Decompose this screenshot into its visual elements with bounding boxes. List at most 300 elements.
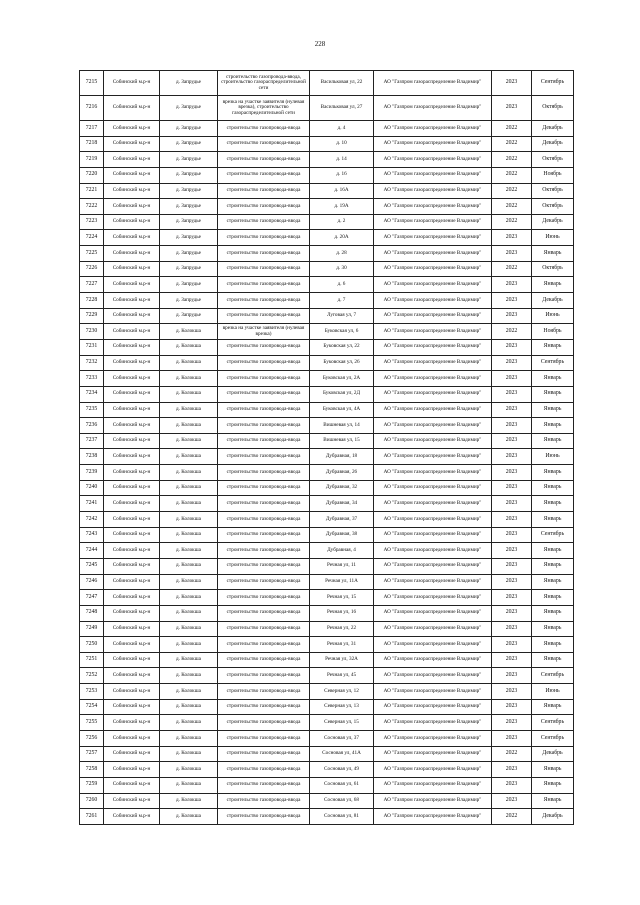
organization-cell: АО "Газпром газораспределение Владимир": [374, 308, 492, 324]
address-cell: Речная ул, 45: [310, 668, 374, 684]
table-row: [80, 214, 574, 230]
work-type-cell: строительство газопровода-ввода: [218, 277, 310, 293]
district-cell: Собинский м.р-н: [104, 715, 160, 731]
table-row: [80, 230, 574, 246]
row-number: 7252: [80, 668, 104, 684]
month-cell: Январь: [532, 480, 574, 496]
locality-cell: д. Колокша: [160, 637, 218, 653]
district-cell: Собинский м.р-н: [104, 762, 160, 778]
row-number: 7239: [80, 465, 104, 481]
locality-cell: д. Колокша: [160, 715, 218, 731]
year-cell: 2023: [492, 386, 532, 402]
organization-cell: АО "Газпром газораспределение Владимир": [374, 605, 492, 621]
month-cell: Июнь: [532, 230, 574, 246]
work-type-cell: строительство газопровода-ввода: [218, 496, 310, 512]
year-cell: 2022: [492, 809, 532, 825]
work-type-cell: строительство газопровода-ввода: [218, 293, 310, 309]
locality-cell: д. Колокша: [160, 418, 218, 434]
year-cell: 2022: [492, 746, 532, 762]
organization-cell: АО "Газпром газораспределение Владимир": [374, 449, 492, 465]
work-type-cell: строительство газопровода-ввода: [218, 574, 310, 590]
district-cell: Собинский м.р-н: [104, 449, 160, 465]
table-row: [80, 699, 574, 715]
organization-cell: АО "Газпром газораспределение Владимир": [374, 652, 492, 668]
district-cell: Собинский м.р-н: [104, 558, 160, 574]
locality-cell: д. Колокша: [160, 621, 218, 637]
district-cell: Собинский м.р-н: [104, 543, 160, 559]
year-cell: 2023: [492, 605, 532, 621]
district-cell: Собинский м.р-н: [104, 496, 160, 512]
table-row: [80, 558, 574, 574]
address-cell: д. 6: [310, 277, 374, 293]
month-cell: Январь: [532, 543, 574, 559]
month-cell: Декабрь: [532, 293, 574, 309]
month-cell: Сентябрь: [532, 730, 574, 746]
organization-cell: АО "Газпром газораспределение Владимир": [374, 715, 492, 731]
address-cell: Северная ул, 15: [310, 715, 374, 731]
gas-connection-table: [79, 70, 574, 825]
organization-cell: АО "Газпром газораспределение Владимир": [374, 668, 492, 684]
month-cell: Январь: [532, 371, 574, 387]
district-cell: Собинский м.р-н: [104, 418, 160, 434]
month-cell: Январь: [532, 465, 574, 481]
month-cell: Октябрь: [532, 152, 574, 168]
organization-cell: АО "Газпром газораспределение Владимир": [374, 684, 492, 700]
organization-cell: АО "Газпром газораспределение Владимир": [374, 558, 492, 574]
work-type-cell: строительство газопровода-ввода: [218, 152, 310, 168]
month-cell: Июнь: [532, 308, 574, 324]
year-cell: 2023: [492, 793, 532, 809]
address-cell: Речная ул, 31: [310, 637, 374, 653]
month-cell: Январь: [532, 777, 574, 793]
table-row: [80, 684, 574, 700]
address-cell: Буковская ул, 2Д: [310, 386, 374, 402]
locality-cell: д. Запрудье: [160, 152, 218, 168]
work-type-cell: строительство газопровода-ввода: [218, 214, 310, 230]
organization-cell: АО "Газпром газораспределение Владимир": [374, 777, 492, 793]
locality-cell: д. Колокша: [160, 543, 218, 559]
row-number: 7259: [80, 777, 104, 793]
work-type-cell: строительство газопровода-ввода: [218, 261, 310, 277]
row-number: 7228: [80, 293, 104, 309]
organization-cell: АО "Газпром газораспределение Владимир": [374, 167, 492, 183]
district-cell: Собинский м.р-н: [104, 637, 160, 653]
address-cell: Северная ул, 13: [310, 699, 374, 715]
year-cell: 2023: [492, 480, 532, 496]
locality-cell: д. Колокша: [160, 480, 218, 496]
work-type-cell: строительство газопровода-ввода: [218, 527, 310, 543]
table-row: [80, 496, 574, 512]
month-cell: Январь: [532, 496, 574, 512]
work-type-cell: строительство газопровода-ввода: [218, 339, 310, 355]
year-cell: 2023: [492, 715, 532, 731]
table-row: [80, 277, 574, 293]
month-cell: Январь: [532, 246, 574, 262]
row-number: 7232: [80, 355, 104, 371]
district-cell: Собинский м.р-н: [104, 308, 160, 324]
row-number: 7249: [80, 621, 104, 637]
table-row: [80, 308, 574, 324]
address-cell: Буковская ул, 26: [310, 355, 374, 371]
organization-cell: АО "Газпром газораспределение Владимир": [374, 762, 492, 778]
row-number: 7261: [80, 809, 104, 825]
month-cell: Январь: [532, 339, 574, 355]
row-number: 7250: [80, 637, 104, 653]
organization-cell: АО "Газпром газораспределение Владимир": [374, 293, 492, 309]
organization-cell: АО "Газпром газораспределение Владимир": [374, 71, 492, 96]
address-cell: Сосновая ул, 81: [310, 809, 374, 825]
year-cell: 2023: [492, 465, 532, 481]
row-number: 7253: [80, 684, 104, 700]
locality-cell: д. Колокша: [160, 339, 218, 355]
month-cell: Сентябрь: [532, 71, 574, 96]
organization-cell: АО "Газпром газораспределение Владимир": [374, 746, 492, 762]
table-row: [80, 96, 574, 121]
month-cell: Январь: [532, 699, 574, 715]
address-cell: Речная ул, 32А: [310, 652, 374, 668]
table-row: [80, 136, 574, 152]
row-number: 7248: [80, 605, 104, 621]
organization-cell: АО "Газпром газораспределение Владимир": [374, 230, 492, 246]
district-cell: Собинский м.р-н: [104, 605, 160, 621]
table-row: [80, 605, 574, 621]
organization-cell: АО "Газпром газораспределение Владимир": [374, 324, 492, 340]
table-row: [80, 339, 574, 355]
address-cell: Дубравная, 26: [310, 465, 374, 481]
locality-cell: д. Колокша: [160, 433, 218, 449]
year-cell: 2023: [492, 418, 532, 434]
table-row: [80, 199, 574, 215]
work-type-cell: строительство газопровода-ввода: [218, 199, 310, 215]
year-cell: 2023: [492, 668, 532, 684]
locality-cell: д. Колокша: [160, 699, 218, 715]
organization-cell: АО "Газпром газораспределение Владимир": [374, 480, 492, 496]
organization-cell: АО "Газпром газораспределение Владимир": [374, 418, 492, 434]
month-cell: Декабрь: [532, 136, 574, 152]
district-cell: Собинский м.р-н: [104, 621, 160, 637]
work-type-cell: врезка на участке заявителя (нулевая врезка): [218, 324, 310, 340]
year-cell: 2023: [492, 449, 532, 465]
organization-cell: АО "Газпром газораспределение Владимир": [374, 793, 492, 809]
address-cell: Буковская ул, 4А: [310, 402, 374, 418]
locality-cell: д. Колокша: [160, 777, 218, 793]
address-cell: Речная ул, 11А: [310, 574, 374, 590]
district-cell: Собинский м.р-н: [104, 527, 160, 543]
work-type-cell: строительство газопровода-ввода: [218, 402, 310, 418]
table-row: [80, 527, 574, 543]
address-cell: Вишневая ул, 14: [310, 418, 374, 434]
address-cell: Буковская ул, 22: [310, 339, 374, 355]
organization-cell: АО "Газпром газораспределение Владимир": [374, 465, 492, 481]
organization-cell: АО "Газпром газораспределение Владимир": [374, 574, 492, 590]
district-cell: Собинский м.р-н: [104, 96, 160, 121]
year-cell: 2023: [492, 558, 532, 574]
organization-cell: АО "Газпром газораспределение Владимир": [374, 183, 492, 199]
row-number: 7247: [80, 590, 104, 606]
year-cell: 2023: [492, 293, 532, 309]
locality-cell: д. Запрудье: [160, 214, 218, 230]
month-cell: Декабрь: [532, 746, 574, 762]
table-row: [80, 167, 574, 183]
month-cell: Январь: [532, 402, 574, 418]
work-type-cell: строительство газопровода-ввода: [218, 136, 310, 152]
address-cell: Буковская ул, 2А: [310, 371, 374, 387]
address-cell: Сосновая ул, 41А: [310, 746, 374, 762]
year-cell: 2023: [492, 637, 532, 653]
work-type-cell: строительство газопровода-ввода, строительство газораспределительной сети: [218, 71, 310, 96]
year-cell: 2023: [492, 402, 532, 418]
organization-cell: АО "Газпром газораспределение Владимир": [374, 121, 492, 137]
row-number: 7237: [80, 433, 104, 449]
address-cell: д. 16: [310, 167, 374, 183]
locality-cell: д. Запрудье: [160, 121, 218, 137]
row-number: 7217: [80, 121, 104, 137]
address-cell: Дубравная, 32: [310, 480, 374, 496]
month-cell: Январь: [532, 605, 574, 621]
row-number: 7231: [80, 339, 104, 355]
locality-cell: д. Колокша: [160, 652, 218, 668]
address-cell: Речная ул, 16: [310, 605, 374, 621]
month-cell: Январь: [532, 433, 574, 449]
work-type-cell: строительство газопровода-ввода: [218, 418, 310, 434]
locality-cell: д. Запрудье: [160, 183, 218, 199]
year-cell: 2022: [492, 136, 532, 152]
row-number: 7242: [80, 512, 104, 528]
organization-cell: АО "Газпром газораспределение Владимир": [374, 96, 492, 121]
work-type-cell: строительство газопровода-ввода: [218, 308, 310, 324]
work-type-cell: строительство газопровода-ввода: [218, 684, 310, 700]
work-type-cell: строительство газопровода-ввода: [218, 449, 310, 465]
locality-cell: д. Запрудье: [160, 96, 218, 121]
work-type-cell: строительство газопровода-ввода: [218, 433, 310, 449]
district-cell: Собинский м.р-н: [104, 574, 160, 590]
district-cell: Собинский м.р-н: [104, 152, 160, 168]
organization-cell: АО "Газпром газораспределение Владимир": [374, 214, 492, 230]
year-cell: 2023: [492, 512, 532, 528]
address-cell: Дубравная, 4: [310, 543, 374, 559]
work-type-cell: строительство газопровода-ввода: [218, 246, 310, 262]
work-type-cell: строительство газопровода-ввода: [218, 480, 310, 496]
work-type-cell: строительство газопровода-ввода: [218, 652, 310, 668]
month-cell: Октябрь: [532, 96, 574, 121]
locality-cell: д. Колокша: [160, 793, 218, 809]
district-cell: Собинский м.р-н: [104, 402, 160, 418]
work-type-cell: строительство газопровода-ввода: [218, 512, 310, 528]
locality-cell: д. Колокша: [160, 449, 218, 465]
year-cell: 2023: [492, 574, 532, 590]
year-cell: 2023: [492, 762, 532, 778]
row-number: 7241: [80, 496, 104, 512]
year-cell: 2023: [492, 355, 532, 371]
row-number: 7234: [80, 386, 104, 402]
month-cell: Январь: [532, 558, 574, 574]
row-number: 7251: [80, 652, 104, 668]
address-cell: д. 16А: [310, 183, 374, 199]
row-number: 7216: [80, 96, 104, 121]
district-cell: Собинский м.р-н: [104, 246, 160, 262]
table-row: [80, 480, 574, 496]
district-cell: Собинский м.р-н: [104, 214, 160, 230]
district-cell: Собинский м.р-н: [104, 480, 160, 496]
work-type-cell: строительство газопровода-ввода: [218, 730, 310, 746]
row-number: 7240: [80, 480, 104, 496]
organization-cell: АО "Газпром газораспределение Владимир": [374, 543, 492, 559]
year-cell: 2022: [492, 121, 532, 137]
row-number: 7221: [80, 183, 104, 199]
address-cell: Сосновая ул, 37: [310, 730, 374, 746]
organization-cell: АО "Газпром газораспределение Владимир": [374, 386, 492, 402]
locality-cell: д. Колокша: [160, 746, 218, 762]
month-cell: Январь: [532, 762, 574, 778]
organization-cell: АО "Газпром газораспределение Владимир": [374, 402, 492, 418]
month-cell: Январь: [532, 512, 574, 528]
table-row: [80, 324, 574, 340]
district-cell: Собинский м.р-н: [104, 590, 160, 606]
organization-cell: АО "Газпром газораспределение Владимир": [374, 355, 492, 371]
locality-cell: д. Колокша: [160, 809, 218, 825]
table-row: [80, 152, 574, 168]
work-type-cell: строительство газопровода-ввода: [218, 605, 310, 621]
month-cell: Январь: [532, 277, 574, 293]
work-type-cell: строительство газопровода-ввода: [218, 355, 310, 371]
work-type-cell: строительство газопровода-ввода: [218, 809, 310, 825]
row-number: 7233: [80, 371, 104, 387]
month-cell: Сентябрь: [532, 527, 574, 543]
work-type-cell: строительство газопровода-ввода: [218, 621, 310, 637]
district-cell: Собинский м.р-н: [104, 777, 160, 793]
address-cell: Речная ул, 15: [310, 590, 374, 606]
year-cell: 2023: [492, 339, 532, 355]
table-row: [80, 777, 574, 793]
organization-cell: АО "Газпром газораспределение Владимир": [374, 527, 492, 543]
row-number: 7244: [80, 543, 104, 559]
row-number: 7230: [80, 324, 104, 340]
row-number: 7254: [80, 699, 104, 715]
year-cell: 2023: [492, 496, 532, 512]
address-cell: д. 14: [310, 152, 374, 168]
work-type-cell: строительство газопровода-ввода: [218, 230, 310, 246]
address-cell: Речная ул, 11: [310, 558, 374, 574]
work-type-cell: строительство газопровода-ввода: [218, 558, 310, 574]
month-cell: Январь: [532, 652, 574, 668]
month-cell: Сентябрь: [532, 355, 574, 371]
table-row: [80, 574, 574, 590]
organization-cell: АО "Газпром газораспределение Владимир": [374, 339, 492, 355]
locality-cell: д. Запрудье: [160, 246, 218, 262]
table-row: [80, 621, 574, 637]
locality-cell: д. Колокша: [160, 730, 218, 746]
year-cell: 2023: [492, 71, 532, 96]
locality-cell: д. Колокша: [160, 465, 218, 481]
table-row: [80, 449, 574, 465]
year-cell: 2023: [492, 543, 532, 559]
row-number: 7223: [80, 214, 104, 230]
address-cell: Дубравная, 34: [310, 496, 374, 512]
month-cell: Январь: [532, 637, 574, 653]
year-cell: 2023: [492, 433, 532, 449]
row-number: 7218: [80, 136, 104, 152]
locality-cell: д. Колокша: [160, 574, 218, 590]
address-cell: д. 20А: [310, 230, 374, 246]
locality-cell: д. Колокша: [160, 386, 218, 402]
address-cell: Сосновая ул, 61: [310, 777, 374, 793]
year-cell: 2022: [492, 167, 532, 183]
organization-cell: АО "Газпром газораспределение Владимир": [374, 246, 492, 262]
district-cell: Собинский м.р-н: [104, 324, 160, 340]
district-cell: Собинский м.р-н: [104, 465, 160, 481]
table-row: [80, 433, 574, 449]
work-type-cell: строительство газопровода-ввода: [218, 668, 310, 684]
work-type-cell: строительство газопровода-ввода: [218, 543, 310, 559]
month-cell: Ноябрь: [532, 324, 574, 340]
address-cell: д. 4: [310, 121, 374, 137]
organization-cell: АО "Газпром газораспределение Владимир": [374, 136, 492, 152]
address-cell: Дубравная, 38: [310, 527, 374, 543]
month-cell: Январь: [532, 418, 574, 434]
locality-cell: д. Колокша: [160, 512, 218, 528]
address-cell: Дубравная, 18: [310, 449, 374, 465]
row-number: 7258: [80, 762, 104, 778]
address-cell: д. 7: [310, 293, 374, 309]
table-row: [80, 246, 574, 262]
district-cell: Собинский м.р-н: [104, 730, 160, 746]
year-cell: 2023: [492, 590, 532, 606]
year-cell: 2023: [492, 777, 532, 793]
district-cell: Собинский м.р-н: [104, 167, 160, 183]
month-cell: Июнь: [532, 449, 574, 465]
organization-cell: АО "Газпром газораспределение Владимир": [374, 730, 492, 746]
work-type-cell: строительство газопровода-ввода: [218, 746, 310, 762]
row-number: 7225: [80, 246, 104, 262]
year-cell: 2023: [492, 371, 532, 387]
row-number: 7257: [80, 746, 104, 762]
district-cell: Собинский м.р-н: [104, 386, 160, 402]
district-cell: Собинский м.р-н: [104, 512, 160, 528]
table-row: [80, 590, 574, 606]
work-type-cell: строительство газопровода-ввода: [218, 371, 310, 387]
table-row: [80, 355, 574, 371]
locality-cell: д. Колокша: [160, 605, 218, 621]
year-cell: 2023: [492, 684, 532, 700]
row-number: 7224: [80, 230, 104, 246]
locality-cell: д. Колокша: [160, 496, 218, 512]
district-cell: Собинский м.р-н: [104, 668, 160, 684]
month-cell: Сентябрь: [532, 715, 574, 731]
address-cell: Сосновая ул, 49: [310, 762, 374, 778]
organization-cell: АО "Газпром газораспределение Владимир": [374, 433, 492, 449]
organization-cell: АО "Газпром газораспределение Владимир": [374, 809, 492, 825]
row-number: 7238: [80, 449, 104, 465]
organization-cell: АО "Газпром газораспределение Владимир": [374, 261, 492, 277]
organization-cell: АО "Газпром газораспределение Владимир": [374, 512, 492, 528]
year-cell: 2022: [492, 261, 532, 277]
month-cell: Январь: [532, 621, 574, 637]
organization-cell: АО "Газпром газораспределение Владимир": [374, 277, 492, 293]
row-number: 7243: [80, 527, 104, 543]
table-row: [80, 183, 574, 199]
work-type-cell: строительство газопровода-ввода: [218, 715, 310, 731]
row-number: 7227: [80, 277, 104, 293]
work-type-cell: строительство газопровода-ввода: [218, 590, 310, 606]
row-number: 7260: [80, 793, 104, 809]
district-cell: Собинский м.р-н: [104, 71, 160, 96]
year-cell: 2023: [492, 621, 532, 637]
locality-cell: д. Колокша: [160, 402, 218, 418]
locality-cell: д. Колокша: [160, 324, 218, 340]
year-cell: 2023: [492, 527, 532, 543]
table-row: [80, 730, 574, 746]
year-cell: 2023: [492, 699, 532, 715]
